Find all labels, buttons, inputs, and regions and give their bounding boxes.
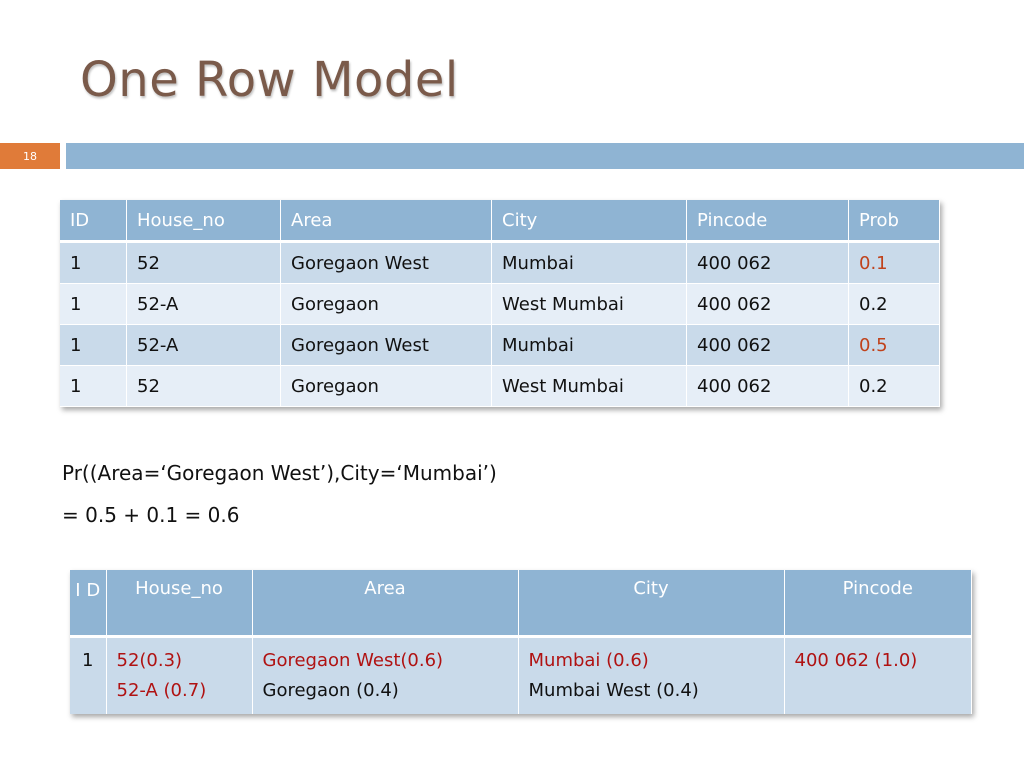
cell-id: 1 (70, 636, 106, 714)
house-no-value: 52(0.3) (116, 649, 183, 671)
header-pincode: Pincode (687, 200, 849, 242)
cell-prob: 0.2 (849, 284, 940, 325)
table-header-row (60, 200, 940, 242)
header-house-no: House_no (127, 200, 281, 242)
cell-pincode (784, 636, 972, 714)
cell-prob: 0.5 (849, 325, 940, 366)
header-area: Area (252, 570, 518, 636)
table-row (60, 366, 940, 407)
header-pincode: Pincode (784, 570, 972, 636)
cell-id: 1 (60, 325, 127, 366)
cell-prob: 0.1 (849, 242, 940, 284)
cell-pincode: 400 062 (687, 284, 849, 325)
probability-table (60, 200, 940, 407)
cell-pincode: 400 062 (687, 325, 849, 366)
table-header-row (70, 570, 972, 636)
cell-house-no: 52 (127, 242, 281, 284)
cell-city: Mumbai (492, 325, 687, 366)
cell-prob: 0.2 (849, 366, 940, 407)
cell-city: Mumbai (492, 242, 687, 284)
cell-id: 1 (60, 284, 127, 325)
cell-house-no (106, 636, 252, 714)
cell-area: Goregaon West (281, 325, 492, 366)
probability-query: Pr((Area=‘Goregaon West’),City=‘Mumbai’) (62, 461, 497, 485)
cell-house-no: 52-A (127, 325, 281, 366)
cell-city: West Mumbai (492, 366, 687, 407)
header-house-no: House_no (106, 570, 252, 636)
area-value: Goregaon West(0.6) (262, 649, 444, 671)
header-band (66, 143, 1024, 169)
pincode-value: 400 062 (1.0) (794, 649, 918, 671)
cell-city: West Mumbai (492, 284, 687, 325)
probability-result: = 0.5 + 0.1 = 0.6 (62, 503, 240, 527)
one-row-model-table (70, 570, 972, 714)
header-city: City (518, 570, 784, 636)
table-row (70, 636, 972, 714)
cell-area (252, 636, 518, 714)
table-row (60, 284, 940, 325)
cell-area: Goregaon West (281, 242, 492, 284)
area-value: Goregaon (0.4) (262, 679, 399, 701)
cell-city (518, 636, 784, 714)
cell-pincode: 400 062 (687, 366, 849, 407)
header-city: City (492, 200, 687, 242)
city-value: Mumbai (0.6) (528, 649, 649, 671)
header-id: I D (70, 570, 106, 636)
cell-house-no: 52 (127, 366, 281, 407)
table-row (60, 325, 940, 366)
cell-id: 1 (60, 242, 127, 284)
house-no-value: 52-A (0.7) (116, 679, 207, 701)
slide-title: One Row Model (80, 52, 459, 108)
cell-id: 1 (60, 366, 127, 407)
cell-house-no: 52-A (127, 284, 281, 325)
city-value: Mumbai West (0.4) (528, 679, 699, 701)
cell-area: Goregaon (281, 366, 492, 407)
cell-pincode: 400 062 (687, 242, 849, 284)
slide-number: 18 (0, 143, 60, 169)
cell-area: Goregaon (281, 284, 492, 325)
header-id: ID (60, 200, 127, 242)
header-prob: Prob (849, 200, 940, 242)
table-row (60, 242, 940, 284)
header-area: Area (281, 200, 492, 242)
